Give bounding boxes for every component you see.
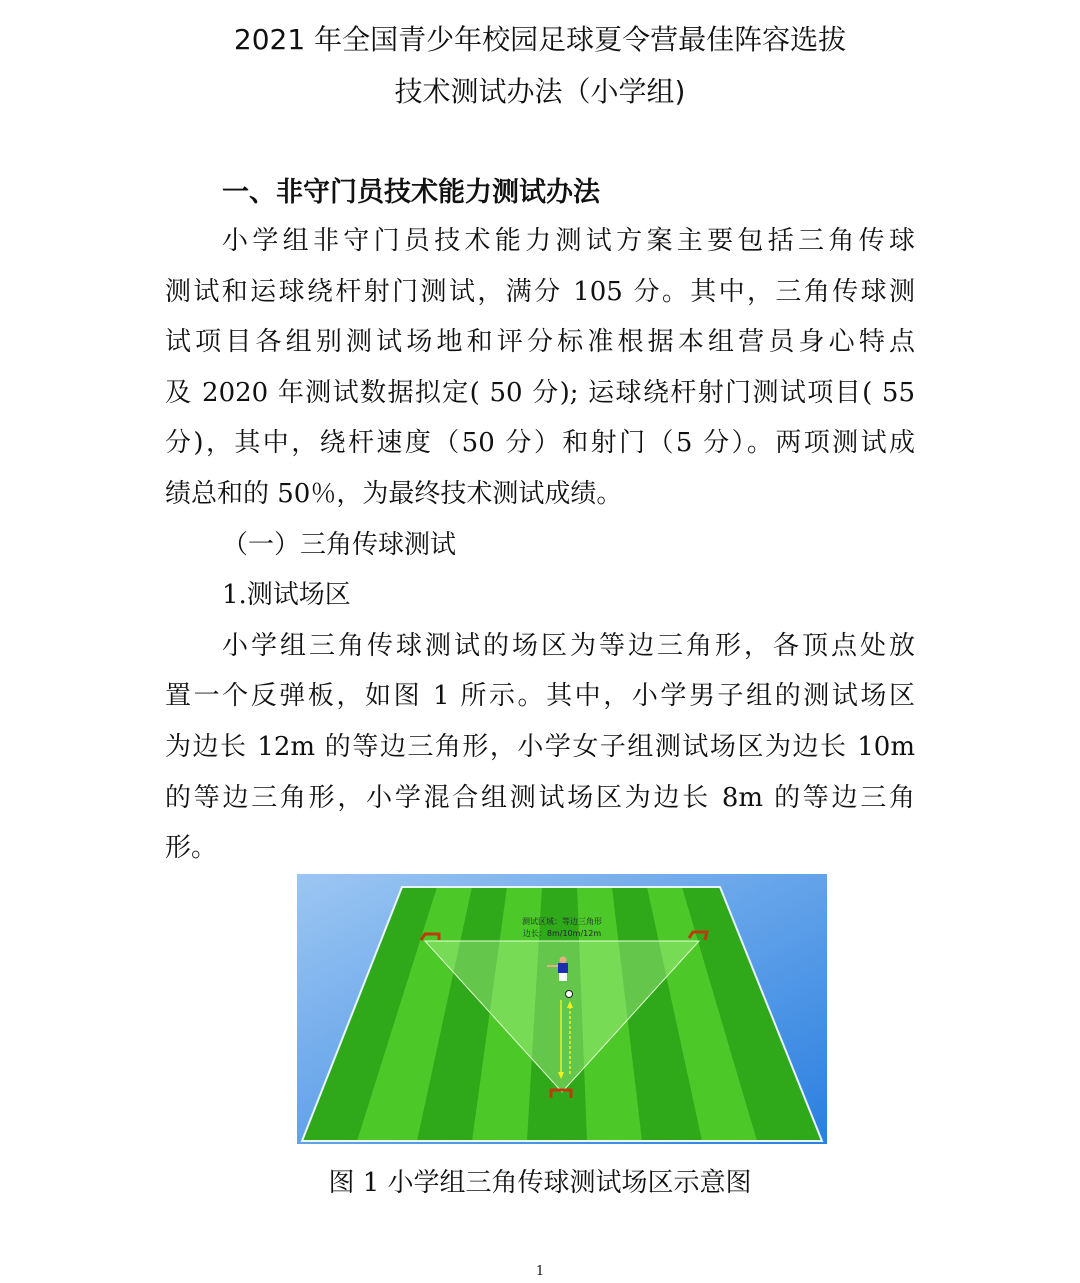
para-line: 绩总和的 50％，为最终技术测试成绩。 (165, 478, 623, 509)
figure-caption: 图 1 小学组三角传球测试场区示意图 (328, 1168, 752, 1198)
para-line: 试项目各组别测试场地和评分标准根据本组营员身心特点 (165, 327, 915, 358)
body-text (165, 216, 915, 874)
para-line: 测试和运球绕杆射门测试，满分 105 分。其中，三角传球测 (165, 276, 915, 307)
page-number: 1 (535, 1264, 545, 1279)
doc-title-line1: 2021 年全国青少年校园足球夏令营最佳阵容选拔 (233, 23, 847, 56)
para-line: 小学组三角传球测试的场区为等边三角形，各顶点处放 (222, 630, 915, 661)
para-line: 分)，其中，绕杆速度（50 分）和射门（5 分）。两项测试成 (165, 428, 915, 459)
section-heading: 一、非守门员技术能力测试办法 (222, 177, 600, 208)
ball-icon (566, 991, 573, 998)
para-line: 形。 (165, 833, 218, 864)
subheading: （一）三角传球测试 (222, 529, 457, 560)
figure-label-area: 测试区域：等边三角形 (522, 917, 602, 926)
para-line: 小学组非守门员技术能力测试方案主要包括三角传球 (222, 226, 915, 256)
para-line: 为边长 12m 的等边三角形，小学女子组测试场区为边长 10m (165, 731, 915, 762)
para-line: 及 2020 年测试数据拟定( 50 分); 运球绕杆射门测试项目( 55 (165, 377, 915, 408)
figure-label-side: 边长：8m/10m/12m (522, 929, 602, 938)
para-line: 的等边三角形，小学混合组测试场区为边长 8m 的等边三角 (165, 782, 915, 813)
subheading: 1.测试场区 (222, 580, 351, 611)
doc-title-line2: 技术测试办法（小学组) (394, 75, 686, 108)
para-line: 置一个反弹板，如图 1 所示。其中，小学男子组的测试场区 (165, 681, 915, 712)
field-diagram (297, 874, 827, 1144)
